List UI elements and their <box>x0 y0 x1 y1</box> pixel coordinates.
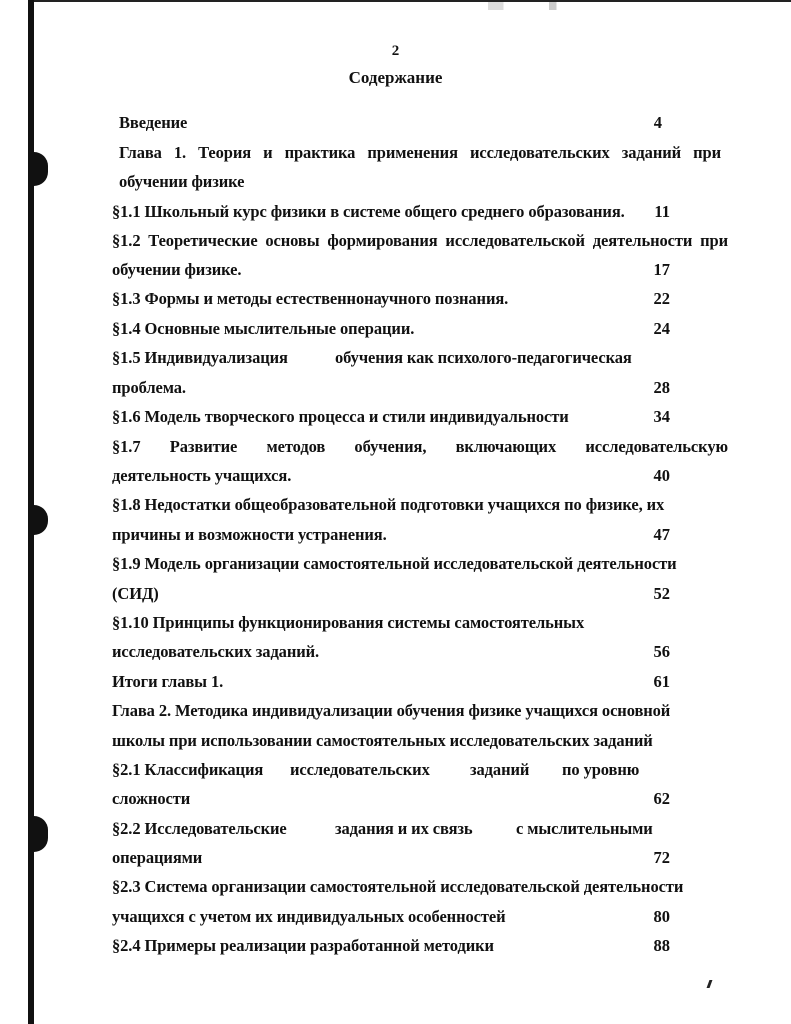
toc-entry-1-9: §1.9 Модель организации самостоятельной исследовательской деятельности <box>112 554 677 573</box>
toc-page: 28 <box>653 378 670 397</box>
toc-entry-2-2-part: задания и их связь <box>335 819 473 838</box>
toc-page: 80 <box>653 907 670 926</box>
toc-entry-1-4: §1.4 Основные мыслительные операции. <box>112 319 415 338</box>
toc-entry-1-6: §1.6 Модель творческого процесса и стили индивидуальности <box>112 407 569 426</box>
toc-entry-1-7-cont: деятельность учащихся. <box>112 466 292 485</box>
toc-entry-1-7: §1.7 Развитие методов обучения, включающих исследовательскую <box>112 437 728 456</box>
scan-speck <box>707 980 713 988</box>
page-title: Содержание <box>348 68 443 87</box>
toc-entry-chapter-1-summary: Итоги главы 1. <box>112 672 224 691</box>
toc-page: 62 <box>653 789 670 808</box>
toc-entry-1-5-part: обучения как психолого-педагогическая <box>335 348 632 367</box>
toc-entry-2-2-cont: операциями <box>112 848 203 867</box>
toc-page: 52 <box>653 584 670 603</box>
toc-chapter-1: Глава 1. Теория и практика применения исследовательских заданий при <box>119 143 721 162</box>
toc-page: 40 <box>653 466 670 485</box>
toc-page: 22 <box>653 289 670 308</box>
toc-entry-2-4: §2.4 Примеры реализации разработанной методики <box>112 936 494 955</box>
toc-entry-1-8-cont: причины и возможности устранения. <box>112 525 387 544</box>
toc-chapter-1-cont: обучении физике <box>119 172 245 191</box>
toc-entry-2-1-part: по уровню <box>562 760 640 779</box>
toc-page: 34 <box>653 407 670 426</box>
toc-page: 56 <box>653 642 670 661</box>
binder-hole-mark <box>34 505 48 535</box>
toc-entry-1-5: §1.5 Индивидуализация <box>112 348 288 367</box>
toc-entry-1-10-cont: исследовательских заданий. <box>112 642 320 661</box>
toc-page: 47 <box>653 525 670 544</box>
toc-entry-1-5-cont: проблема. <box>112 378 186 397</box>
binder-hole-mark <box>34 816 48 852</box>
toc-entry-intro: Введение <box>119 113 188 132</box>
toc-entry-1-9-cont: (СИД) <box>112 584 159 603</box>
toc-entry-2-1: §2.1 Классификация <box>112 760 264 779</box>
toc-page: 72 <box>653 848 670 867</box>
toc-chapter-2-cont: школы при использовании самостоятельных исследовательских заданий <box>112 731 653 750</box>
toc-entry-1-8: §1.8 Недостатки общеобразовательной подготовки учащихся по физике, их <box>112 495 665 514</box>
toc-chapter-2: Глава 2. Методика индивидуализации обучения физике учащихся основной <box>112 701 671 720</box>
toc-entry-1-10: §1.10 Принципы функционирования системы самостоятельных <box>112 613 585 632</box>
toc-page: 24 <box>653 319 670 338</box>
scan-border-top <box>34 0 791 10</box>
toc-page: 4 <box>653 113 662 132</box>
toc-page: 17 <box>653 260 670 279</box>
toc-entry-1-3: §1.3 Формы и методы естественнонаучного познания. <box>112 289 509 308</box>
toc-entry-2-2: §2.2 Исследовательские <box>112 819 287 838</box>
toc-page: 61 <box>653 672 670 691</box>
toc-entry-2-3: §2.3 Система организации самостоятельной исследовательской деятельности <box>112 877 684 896</box>
toc-entry-2-2-part: с мыслительными <box>516 819 653 838</box>
toc-entry-1-1: §1.1 Школьный курс физики в системе общего среднего образования. <box>112 202 625 221</box>
toc-entry-2-3-cont: учащихся с учетом их индивидуальных особенностей <box>112 907 506 926</box>
toc-entry-1-2: §1.2 Теоретические основы формирования исследовательской деятельности при <box>112 231 728 250</box>
binder-hole-mark <box>34 152 48 186</box>
page-number: 2 <box>391 43 400 59</box>
toc-entry-2-1-cont: сложности <box>112 789 191 808</box>
toc-entry-2-1-part: заданий <box>470 760 530 779</box>
toc-page: 88 <box>653 936 670 955</box>
toc-page: 11 <box>654 202 670 221</box>
toc-entry-1-2-cont: обучении физике. <box>112 260 242 279</box>
toc-entry-2-1-part: исследовательских <box>290 760 430 779</box>
